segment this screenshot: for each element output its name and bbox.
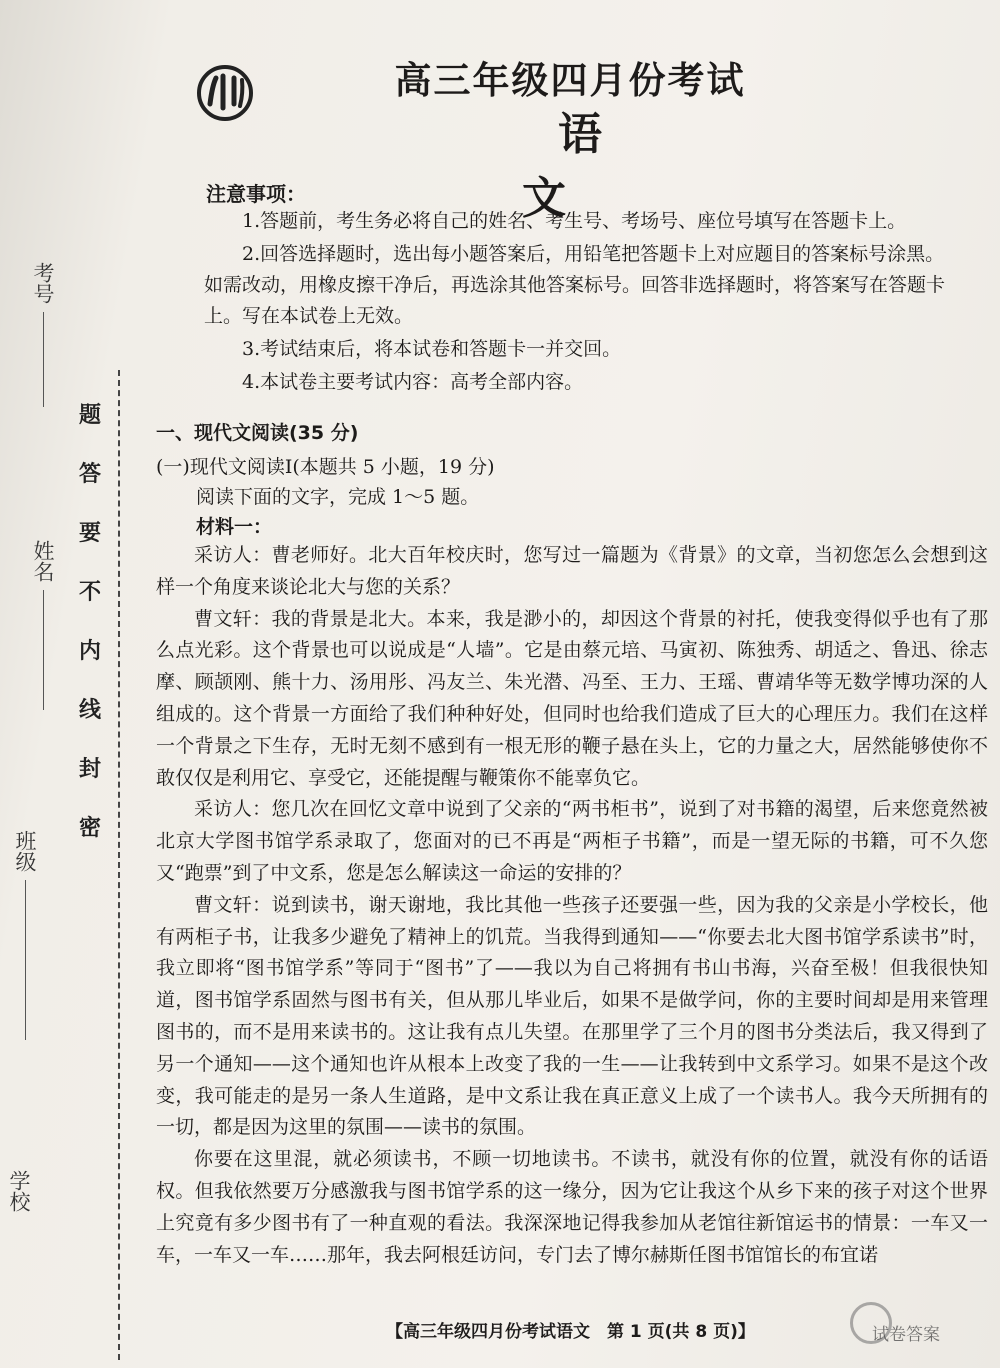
watermark xyxy=(820,1300,995,1360)
passage-paragraph: 你要在这里混，就必须读书，不顾一切地读书。不读书，就没有你的位置，就没有你的话语权。但我依然要万分感激我与图书馆学系的这一缘分，因为它让我这个从乡下来的孩子对这个世界上究竟有多少图书有了一种直观的看法。我深深地记得我参加从老馆往新馆运书的情景：一车又一车，一车又一车……那年，我去阿根廷访问，专门去了博尔赫斯任图书馆馆长的布宜诺 xyxy=(156,1148,988,1266)
class-line xyxy=(25,880,26,1040)
sealed-char: 密 xyxy=(78,816,101,841)
note-item: 3.考试结束后，将本试卷和答题卡一并交回。 xyxy=(242,338,622,360)
subject-title: 语文 xyxy=(522,109,674,224)
sealed-char: 要 xyxy=(78,521,101,546)
note-item: 2.回答选择题时，选出每小题答案后，用铅笔把答题卡上对应题目的答案标号涂黑。如需改动，用橡皮擦干净后，再选涂其他答案标号。回答非选择题时，将答案写在答题卡上。写在本试卷上无效。 xyxy=(204,243,946,327)
exam-number-label: 考号 xyxy=(31,262,55,304)
exam-logo-icon xyxy=(196,64,254,122)
class-field xyxy=(10,830,40,1040)
class-label: 班级 xyxy=(13,830,37,872)
school-field xyxy=(4,1170,34,1212)
note-item: 4.本试卷主要考试内容：高考全部内容。 xyxy=(242,371,584,393)
sealed-char: 不 xyxy=(78,580,101,605)
sealed-char: 线 xyxy=(78,698,101,723)
watermark-text: 试卷答案 xyxy=(872,1325,940,1345)
passage-paragraph: 曹文轩：说到读书，谢天谢地，我比其他一些孩子还要强一些，因为我的父亲是小学校长，他有两柜子书，让我多少避免了精神上的饥荒。当我得到通知——“你要去北大图书馆学系读书”时，我立即将“图书馆学系”等同于“图书”了——我以为自己将拥有书山书海，兴奋至极！但我很快知道，图书馆学系固然与图书有关，但从那儿毕业后，如果不是做学问，你的主要时间却是用来管理图书的，而不是用来读书的。这让我有点儿失望。在那里学了三个月的图书分类法后，我又得到了另一个通知——这个通知也许从根本上改变了我的一生——让我转到中文系学习。如果不是这个改变，我可能走的是另一条人生道路，是中文系让我在真正意义上成了一个读书人。我今天所拥有的一切，都是因为这里的氛围——读书的氛围。 xyxy=(156,893,988,1139)
name-label: 姓名 xyxy=(31,540,55,582)
school-label: 学校 xyxy=(7,1170,31,1212)
sealed-char: 题 xyxy=(78,403,101,428)
page-footer: 【高三年级四月份考试语文 第 1 页(共 8 页)】 xyxy=(386,1322,755,1342)
sealed-line-notice xyxy=(70,398,110,842)
reading-passage xyxy=(156,540,988,1271)
note-item: 1.答题前，考生务必将自己的姓名、考生号、考场号、座位号填写在答题卡上。 xyxy=(242,210,907,232)
passage-paragraph: 曹文轩：我的背景是北大。本来，我是渺小的，却因这个背景的衬托，使我变得似乎也有了那么点光彩。这个背景也可以说成是“人墙”。它是由蔡元培、马寅初、陈独秀、胡适之、鲁迅、徐志摩、顾颉刚、熊十力、汤用彤、冯友兰、朱光潜、冯至、王力、王瑶、曹靖华等无数学博功深的人组成的。这个背景一方面给了我们种种好处，但同时也给我们造成了巨大的心理压力。我们在这样一个背景之下生存，无时无刻不感到有一根无形的鞭子悬在头上，它的力量之大，居然能够使你不敢仅仅是利用它、享受它，还能提醒与鞭策你不能辜负它。 xyxy=(156,607,988,789)
exam-number-line xyxy=(43,312,44,407)
exam-number-field xyxy=(28,262,58,407)
name-field xyxy=(28,540,58,710)
notes-list xyxy=(204,206,950,400)
exam-title: 高三年级四月份考试 xyxy=(394,59,746,102)
material-label: 材料一： xyxy=(196,516,273,538)
sealed-char: 答 xyxy=(78,462,101,487)
section-heading: 一、现代文阅读(35 分) xyxy=(156,422,359,444)
binding-dashed-line xyxy=(118,370,120,1360)
passage-paragraph: 采访人：您几次在回忆文章中说到了父亲的“两书柜书”，说到了对书籍的渴望，后来您竟然被北京大学图书馆学系录取了，您面对的已不再是“两柜子书籍”，而是一望无际的书籍，可不久您又“跑票”到了中文系，您是怎么解读这一命运的安排的？ xyxy=(156,798,988,884)
sub-section-heading: (一)现代文阅读Ⅰ(本题共 5 小题，19 分) xyxy=(156,456,495,478)
notes-heading: 注意事项： xyxy=(206,182,306,206)
sealed-char: 内 xyxy=(78,639,101,664)
reading-instruction: 阅读下面的文字，完成 1～5 题。 xyxy=(196,486,480,508)
sealed-char: 封 xyxy=(78,757,101,782)
name-line xyxy=(43,590,44,710)
passage-paragraph: 采访人：曹老师好。北大百年校庆时，您写过一篇题为《背景》的文章，当初您怎么会想到这样一个角度来谈论北大与您的关系？ xyxy=(156,544,988,598)
